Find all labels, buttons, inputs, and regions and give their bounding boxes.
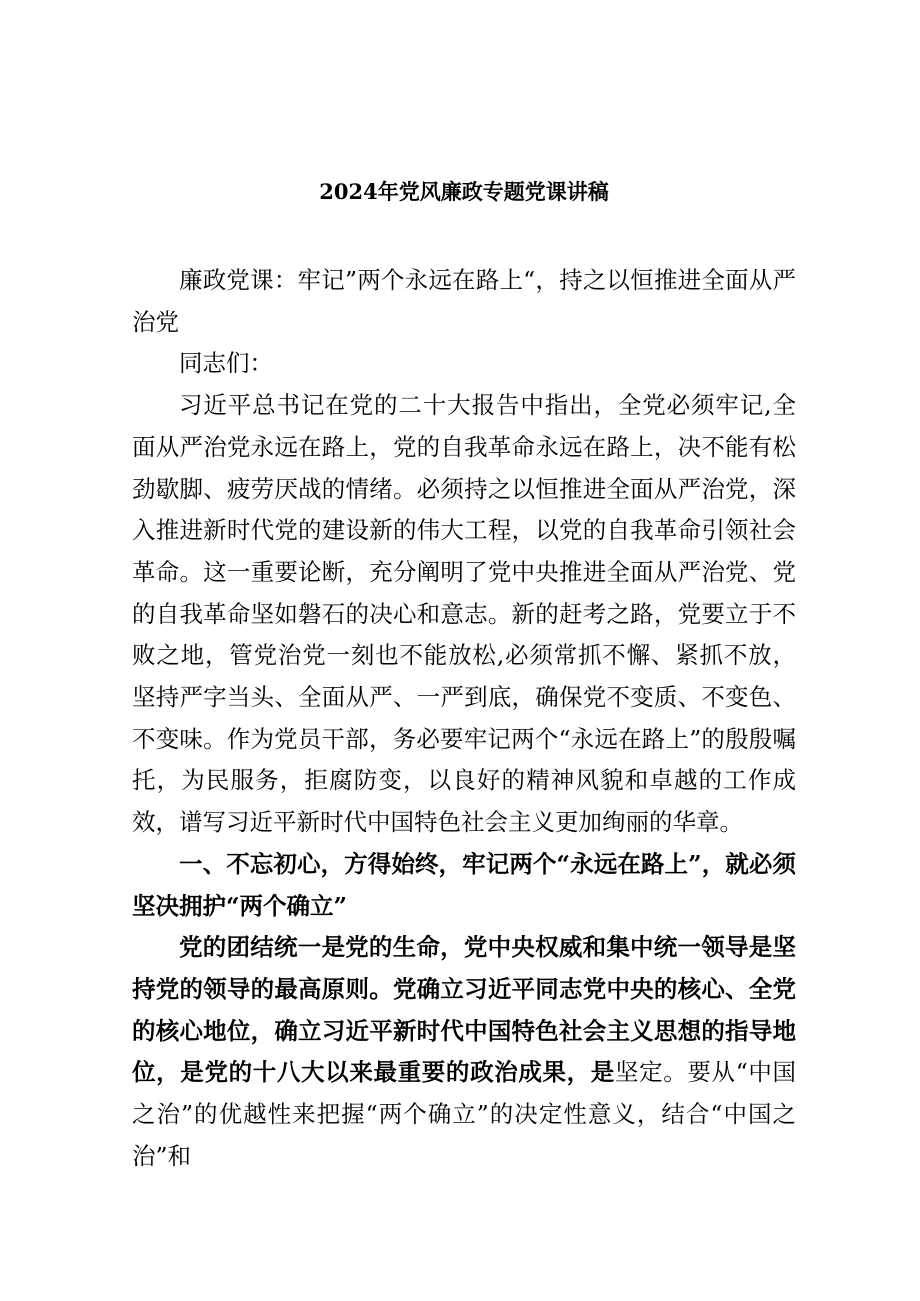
- document-body: [132, 260, 796, 1177]
- intro-paragraph: 习近平总书记在党的二十大报告中指出，全党必须牢记,全面从严治党永远在路上，党的自我革命永远在路上，决不能有松劲歇脚、疲劳厌战的情绪。必须持之以恒推进全面从严治党，深入推进新时代党的建设新的伟大工程，以党的自我革命引领社会革命。这一重要论断，充分阐明了党中央推进全面从严治党、党的自我革命坚如磐石的决心和意志。新的赶考之路，党要立于不败之地，管党治党一刻也不能放松,必须常抓不懈、紧抓不放，坚持严字当头、全面从严、一严到底，确保党不变质、不变色、不变味。作为党员干部，务必要牢记两个“永远在路上”的殷殷嘱托，为民服务，拒腐防变，以良好的精神风貌和卓越的工作成效，谱写习近平新时代中国特色社会主义更加绚丽的华章。: [132, 391, 796, 837]
- subtitle-paragraph: 廉政党课：牢记”两个永远在路上“，持之以恒推进全面从严治党: [132, 266, 796, 336]
- section-1-paragraph: [132, 927, 796, 1177]
- section-1-regular-text: 坚定。要从“中国之治”的优越性来把握“两个确立”的决定性意义，结合“中国之治”和: [132, 1058, 796, 1170]
- section-1-bold-text: 党的团结统一是党的生命，党中央权威和集中统一领导是坚持党的领导的最高原则。党确立习近平同志党中央的核心、全党的核心地位，确立习近平新时代中国特色社会主义思想的指导地位，是党的十八大以来最重要的政治成果，是: [132, 933, 796, 1087]
- greeting-paragraph: 同志们：: [179, 349, 273, 378]
- section-1-heading: 一、不忘初心，方得始终，牢记两个“永远在路上”，就必须坚决拥护“两个确立”: [132, 849, 796, 920]
- document-title: 2024年党风廉政专题党课讲稿: [319, 179, 609, 204]
